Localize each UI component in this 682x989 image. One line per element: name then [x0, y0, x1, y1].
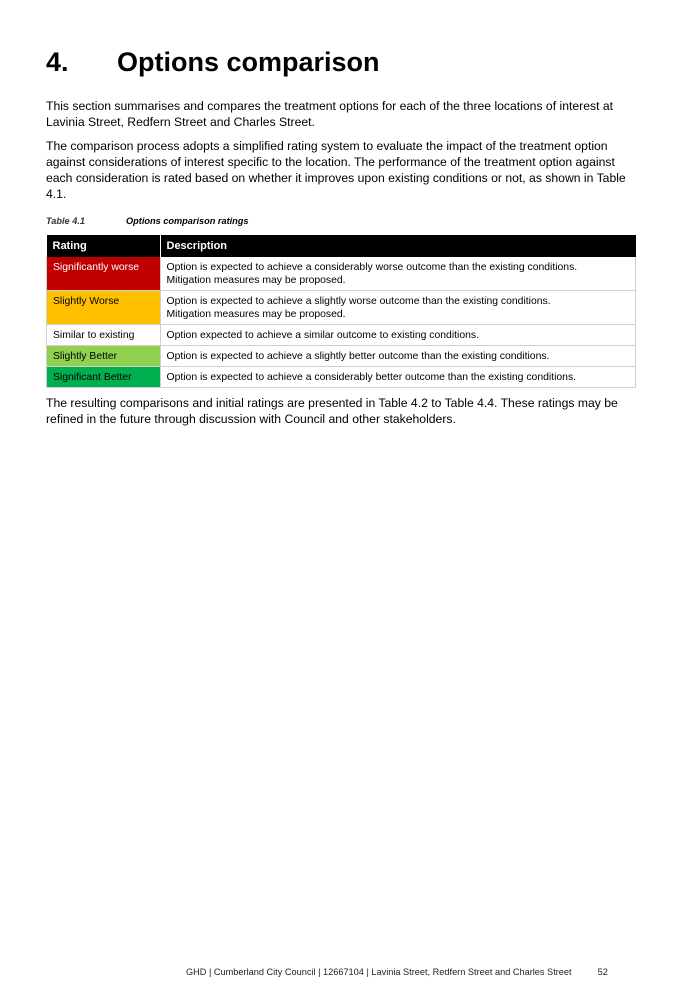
page-title — [46, 44, 380, 80]
rating-cell: Significant Better — [47, 367, 161, 388]
column-header-rating: Rating — [47, 235, 161, 257]
description-line: Option is expected to achieve a slightly worse outcome than the existing conditions. — [166, 296, 551, 307]
table-row — [47, 325, 636, 346]
table-caption-title: Options comparison ratings — [126, 216, 249, 226]
intro-paragraph: This section summarises and compares the treatment options for each of the three locations of interest at Lavinia Street, Redfern Street and Charles Street. — [46, 99, 614, 129]
description-cell — [160, 291, 636, 325]
table-header-row — [47, 235, 636, 257]
ratings-table — [46, 235, 636, 388]
description-line: Mitigation measures may be proposed. — [166, 275, 346, 286]
page-number: 52 — [597, 967, 608, 977]
description-line: Option is expected to achieve a considerably worse outcome than the existing conditions. — [166, 262, 578, 273]
process-paragraph: The comparison process adopts a simplified rating system to evaluate the impact of the treatment option against considerations of interest specific to the location. The performance of the treatment option against each consideration is rated based on whether it improves upon existing conditions or not, as shown in Table 4.1. — [46, 139, 626, 201]
footer-text: GHD | Cumberland City Council | 12667104 | Lavinia Street, Redfern Street and Charles Street — [186, 967, 572, 977]
description-line: Option expected to achieve a similar outcome to existing conditions. — [166, 330, 479, 341]
description-line: Mitigation measures may be proposed. — [166, 309, 346, 320]
rating-cell: Slightly Worse — [47, 291, 161, 325]
table-caption — [46, 216, 249, 226]
section-title: Options comparison — [117, 47, 380, 77]
closing-paragraph: The resulting comparisons and initial ratings are presented in Table 4.2 to Table 4.4. These ratings may be refined in the future through discussion with Council and other stakeholders. — [46, 396, 618, 426]
table-caption-label: Table 4.1 — [46, 216, 85, 226]
table-row — [47, 346, 636, 367]
table-row — [47, 257, 636, 291]
description-cell — [160, 346, 636, 367]
description-cell — [160, 325, 636, 346]
column-header-description: Description — [160, 235, 636, 257]
description-cell — [160, 367, 636, 388]
page-footer — [186, 967, 608, 977]
table-row — [47, 367, 636, 388]
description-line: Option is expected to achieve a considerably better outcome than the existing conditions. — [166, 372, 577, 383]
description-line: Option is expected to achieve a slightly better outcome than the existing conditions. — [166, 351, 550, 362]
description-cell — [160, 257, 636, 291]
rating-cell: Similar to existing — [47, 325, 161, 346]
section-number: 4. — [46, 47, 69, 77]
rating-cell: Significantly worse — [47, 257, 161, 291]
table-row — [47, 291, 636, 325]
rating-cell: Slightly Better — [47, 346, 161, 367]
